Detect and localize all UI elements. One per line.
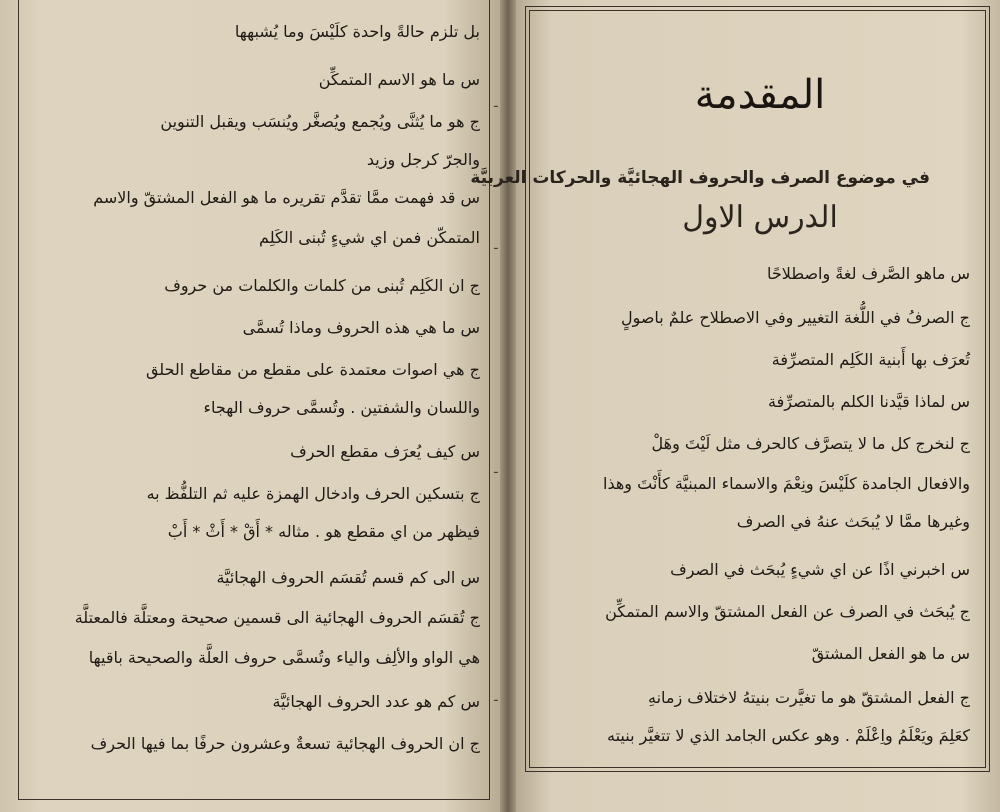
right-line-5: ج لنخرج كل ما لا يتصرَّف كالحرف مثل لَيْتَ وهَلْ [651,434,970,453]
left-line-8: س ما هي هذه الحروف وماذا تُسمَّى [242,318,480,337]
margin-tick: ـ [494,462,498,477]
left-line-18: ج ان الحروف الهجائية تسعةٌ وعشرون حرفًا بما فيها الحرف [90,734,480,753]
left-line-9: ج هي اصوات معتمدة على مقطع من مقاطع الحلق [145,360,480,379]
left-line-2: س ما هو الاسم المتمكِّن [318,70,480,89]
right-line-10: س ما هو الفعل المشتقّ [811,644,970,663]
chapter-subtitle: في موضوع الصرف والحروف الهجائيَّة والحركات العربيَّة [470,168,930,188]
left-line-3: ج هو ما يُثنَّى ويُجمع ويُصغَّر ويُنسَب ويقبل التنوين [160,112,480,131]
right-line-4: س لماذا قيَّدنا الكلم بالمتصرِّفة [768,392,970,411]
left-line-5: س قد فهمت ممَّا تقدَّم تقريره ما هو الفعل المشتقّ والاسم [93,188,480,207]
book-gutter [500,0,516,812]
margin-tick: ـ [494,690,498,705]
right-line-7: وغيرها ممَّا لا يُبحَث عنهُ في الصرف [736,512,970,531]
right-line-3: تُعرَف بها أَبنية الكَلِم المتصرِّفة [771,350,970,369]
left-line-7: ج ان الكَلِم تُبنى من كلمات والكلمات من حروف [164,276,480,295]
lesson-heading: الدرس الاول [682,200,838,235]
right-line-6: والافعال الجامدة كلَيْسَ ونِعْمَ والاسماء المبنيَّة كأَنْتَ وهذا [603,474,970,493]
chapter-title: المقدمة [694,72,826,118]
right-line-11: ج الفعل المشتقّ هو ما تغيَّرت بنيتهُ لاختلاف زمانهِ [647,688,970,707]
left-line-12: ج بتسكين الحرف وادخال الهمزة عليه ثم التلفُّظ به [146,484,480,503]
right-line-9: ج يُبحَث في الصرف عن الفعل المشتقّ والاسم المتمكِّن [605,602,970,621]
left-line-1: بل تلزم حالةً واحدة كلَيْسَ وما يُشبهها [234,22,480,41]
left-line-13: فيظهر من اي مقطع هو . مثاله * أَقْ * أَثْ * أَبْ [167,522,480,541]
right-line-8: س اخبرني اذًا عن اي شيءٍ يُبحَث في الصرف [670,560,970,579]
left-line-6: المتمكّن فمن اي شيءٍ تُبنى الكَلِم [259,228,480,247]
left-line-16: هي الواو والألِف والياء وتُسمَّى حروف العلَّة والصحيحة باقيها [88,648,480,667]
left-line-15: ج تُقسَم الحروف الهجائية الى قسمين صحيحة ومعتلَّة فالمعتلَّة [74,608,480,627]
margin-tick: ـ [494,96,498,111]
right-line-2: ج الصرفُ في اللُّغة التغيير وفي الاصطلاح علمٌ باصولٍ [620,308,970,327]
left-line-11: س كيف يُعرَف مقطع الحرف [290,442,480,461]
right-line-12: كعَلِمَ ويَعْلَمُ واِعْلَمْ . وهو عكس الجامد الذي لا تتغيَّر بنيته [607,726,970,745]
left-line-4: والجرّ كرجل وزيد [366,150,480,169]
left-line-17: س كم هو عدد الحروف الهجائيَّة [272,692,480,711]
left-line-14: س الى كم قسم تُقسَم الحروف الهجائيَّة [216,568,480,587]
right-line-1: س ماهو الصَّرف لغةً واصطلاحًا [767,264,970,283]
left-line-10: واللسان والشفتين . وتُسمَّى حروف الهجاء [203,398,480,417]
margin-tick: ـ [494,238,498,253]
